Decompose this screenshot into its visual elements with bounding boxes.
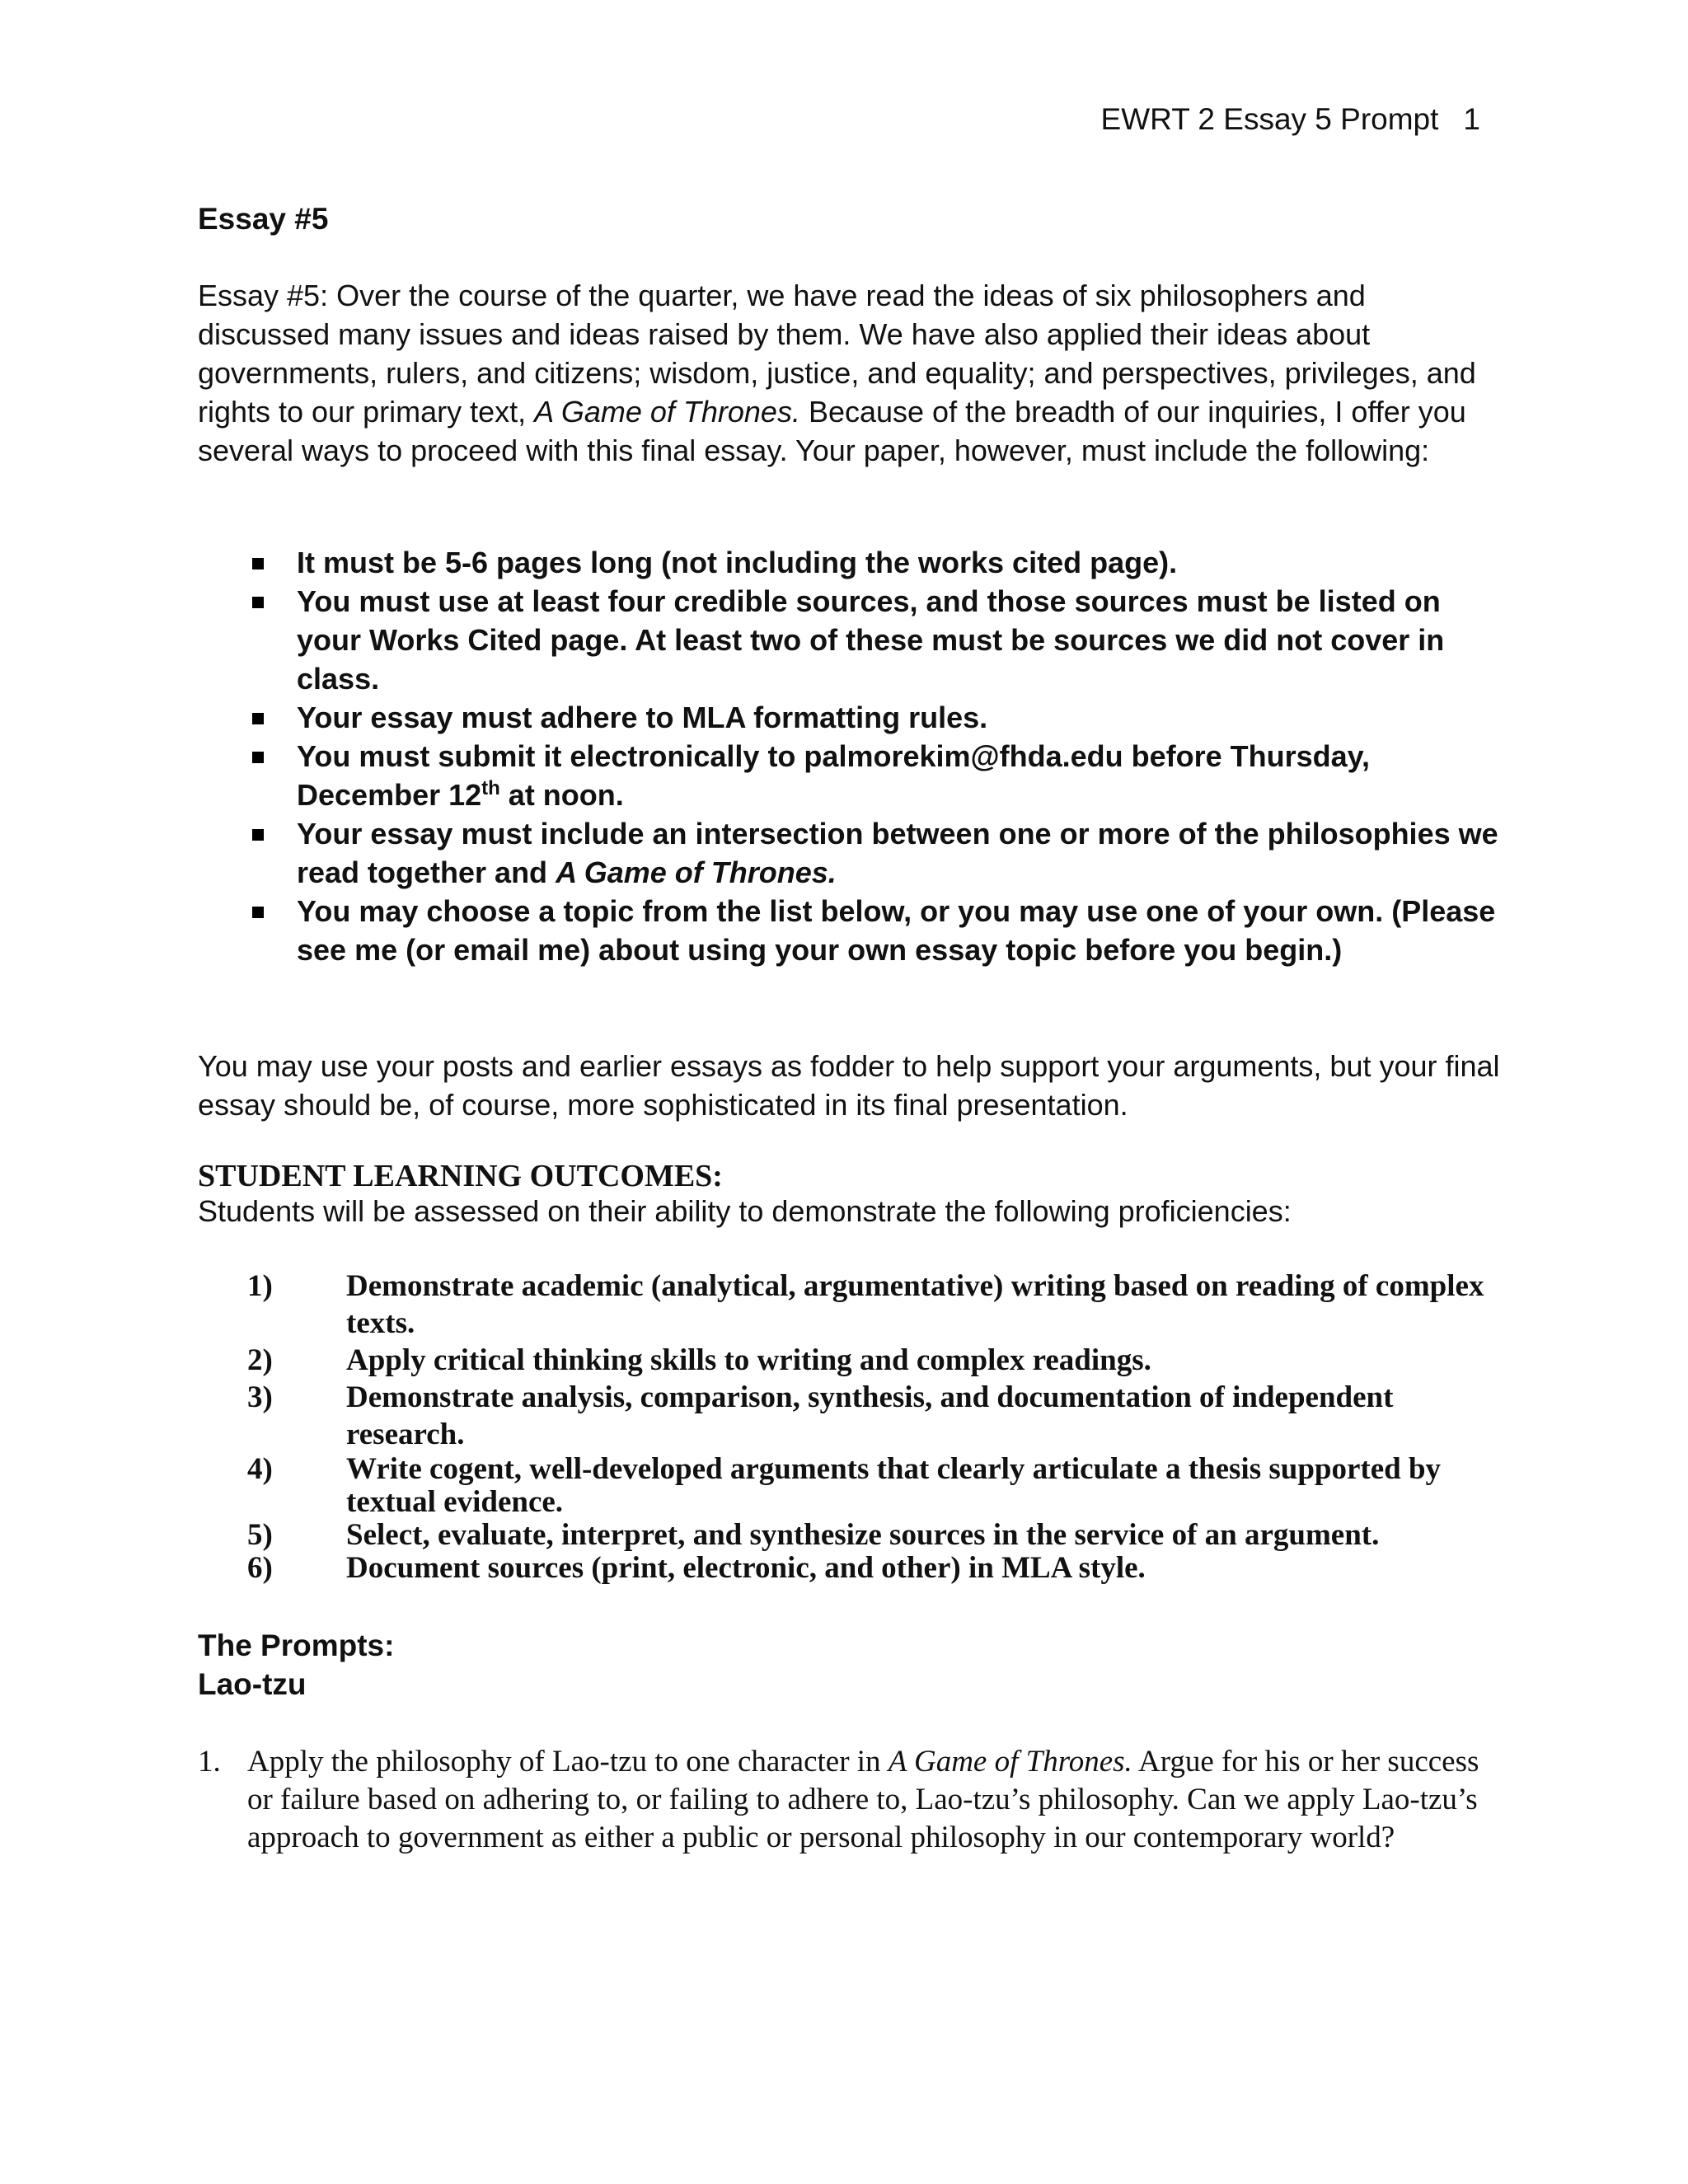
- item-number: 5): [247, 1518, 273, 1552]
- bullet-icon: [252, 558, 264, 569]
- item-number: 3): [247, 1380, 273, 1414]
- prompt-text: [247, 1743, 1500, 1857]
- intro-text: Essay #5: Over the course of the quarter, we have read the ideas of six philosophers and discussed many issues and ideas raised by them. We have also applied their ideas about governments, rulers, and citizens; wisdom, justice, and equality; and perspectives, privileges, and rights to our primary text,: [198, 279, 1476, 429]
- requirement-text: You must submit it electronically to palmorekim@fhda.edu before Thursday, December 12: [297, 739, 1370, 812]
- book-title: A Game of Thrones.: [888, 1745, 1132, 1779]
- intro-paragraph: [198, 276, 1500, 470]
- outcomes-list: [198, 1268, 1517, 1585]
- requirement-text: You may choose a topic from the list below, or you may use one of your own. (Please see me (or email me) about using your own essay topic before you begin.): [297, 894, 1496, 967]
- item-number: 6): [247, 1551, 273, 1585]
- list-item: [198, 1453, 1517, 1519]
- list-item: [198, 543, 1500, 582]
- outcome-text: Write cogent, well-developed arguments that clearly articulate a thesis supported by textual evidence.: [346, 1452, 1442, 1519]
- requirement-text: You must use at least four credible sources, and those sources must be listed on your Works Cited page. At least two of these must be sources we did not cover in class.: [297, 584, 1445, 696]
- closing-paragraph: You may use your posts and earlier essays as fodder to help support your arguments, but your final essay should be, of course, more sophisticated in its final presentation.: [198, 1049, 1500, 1122]
- requirement-text-cont: at noon.: [499, 778, 624, 812]
- list-item: [198, 1379, 1517, 1453]
- item-number: 4): [247, 1452, 273, 1486]
- outcome-text: Demonstrate academic (analytical, argumentative) writing based on reading of complex texts.: [346, 1269, 1484, 1340]
- intro-text-cont: Because of the breadth of our inquiries, I offer you several ways to proceed with this final essay. Your paper, however, must include the following:: [198, 395, 1466, 467]
- ordinal-suffix: th: [481, 777, 500, 799]
- bullet-icon: [252, 597, 264, 608]
- item-number: 2): [247, 1343, 273, 1377]
- requirement-text: Your essay must include an intersection between one or more of the philosophies we read together and: [297, 817, 1498, 889]
- list-item: [198, 1552, 1517, 1585]
- book-title: A Game of Thrones.: [534, 395, 800, 429]
- outcome-text: Select, evaluate, interpret, and synthesize sources in the service of an argument.: [346, 1518, 1380, 1552]
- item-number: 1): [247, 1269, 273, 1303]
- list-item: [198, 1519, 1517, 1552]
- running-header: [1101, 101, 1480, 138]
- prompts-subheading: Lao-tzu: [198, 1667, 307, 1701]
- bullet-icon: [252, 907, 264, 918]
- slo-heading: STUDENT LEARNING OUTCOMES:: [198, 1159, 723, 1193]
- list-item: [198, 737, 1500, 814]
- outcome-text: Demonstrate analysis, comparison, synthesis, and documentation of independent research.: [346, 1380, 1394, 1451]
- outcome-text: Document sources (print, electronic, and other) in MLA style.: [346, 1551, 1146, 1585]
- bullet-icon: [252, 713, 264, 724]
- outcome-text: Apply critical thinking skills to writing and complex readings.: [346, 1343, 1151, 1377]
- list-item: [198, 582, 1500, 698]
- header-title: EWRT 2 Essay 5 Prompt: [1100, 102, 1439, 136]
- book-title: A Game of Thrones.: [556, 855, 837, 889]
- essay-title: Essay #5: [198, 202, 329, 236]
- list-item: [198, 1268, 1517, 1342]
- prompt-text-cont: Argue for his or her success or failure based on adhering to, or failing to adhere to, Lao-tzu’s philosophy. Can we apply Lao-tzu’s approach to government as either a public or personal philosophy in our contemporary world?: [247, 1745, 1479, 1854]
- page-number: 1: [1463, 102, 1480, 136]
- prompts-heading-block: [198, 1626, 394, 1704]
- requirements-list: [198, 543, 1500, 969]
- list-item: [198, 698, 1500, 737]
- slo-intro: Students will be assessed on their ability to demonstrate the following proficiencies:: [198, 1194, 1292, 1228]
- requirement-text: Your essay must adhere to MLA formatting rules.: [297, 701, 988, 734]
- prompts-heading: The Prompts:: [198, 1629, 395, 1662]
- requirement-text: It must be 5-6 pages long (not including the works cited page).: [297, 546, 1178, 579]
- bullet-icon: [252, 829, 264, 841]
- list-item: [198, 814, 1500, 892]
- bullet-icon: [252, 752, 264, 763]
- list-item: [198, 892, 1500, 969]
- prompt-text-start: Apply the philosophy of Lao-tzu to one character in: [247, 1745, 889, 1779]
- list-item: [198, 1342, 1517, 1379]
- prompt-number: 1.: [198, 1745, 221, 1779]
